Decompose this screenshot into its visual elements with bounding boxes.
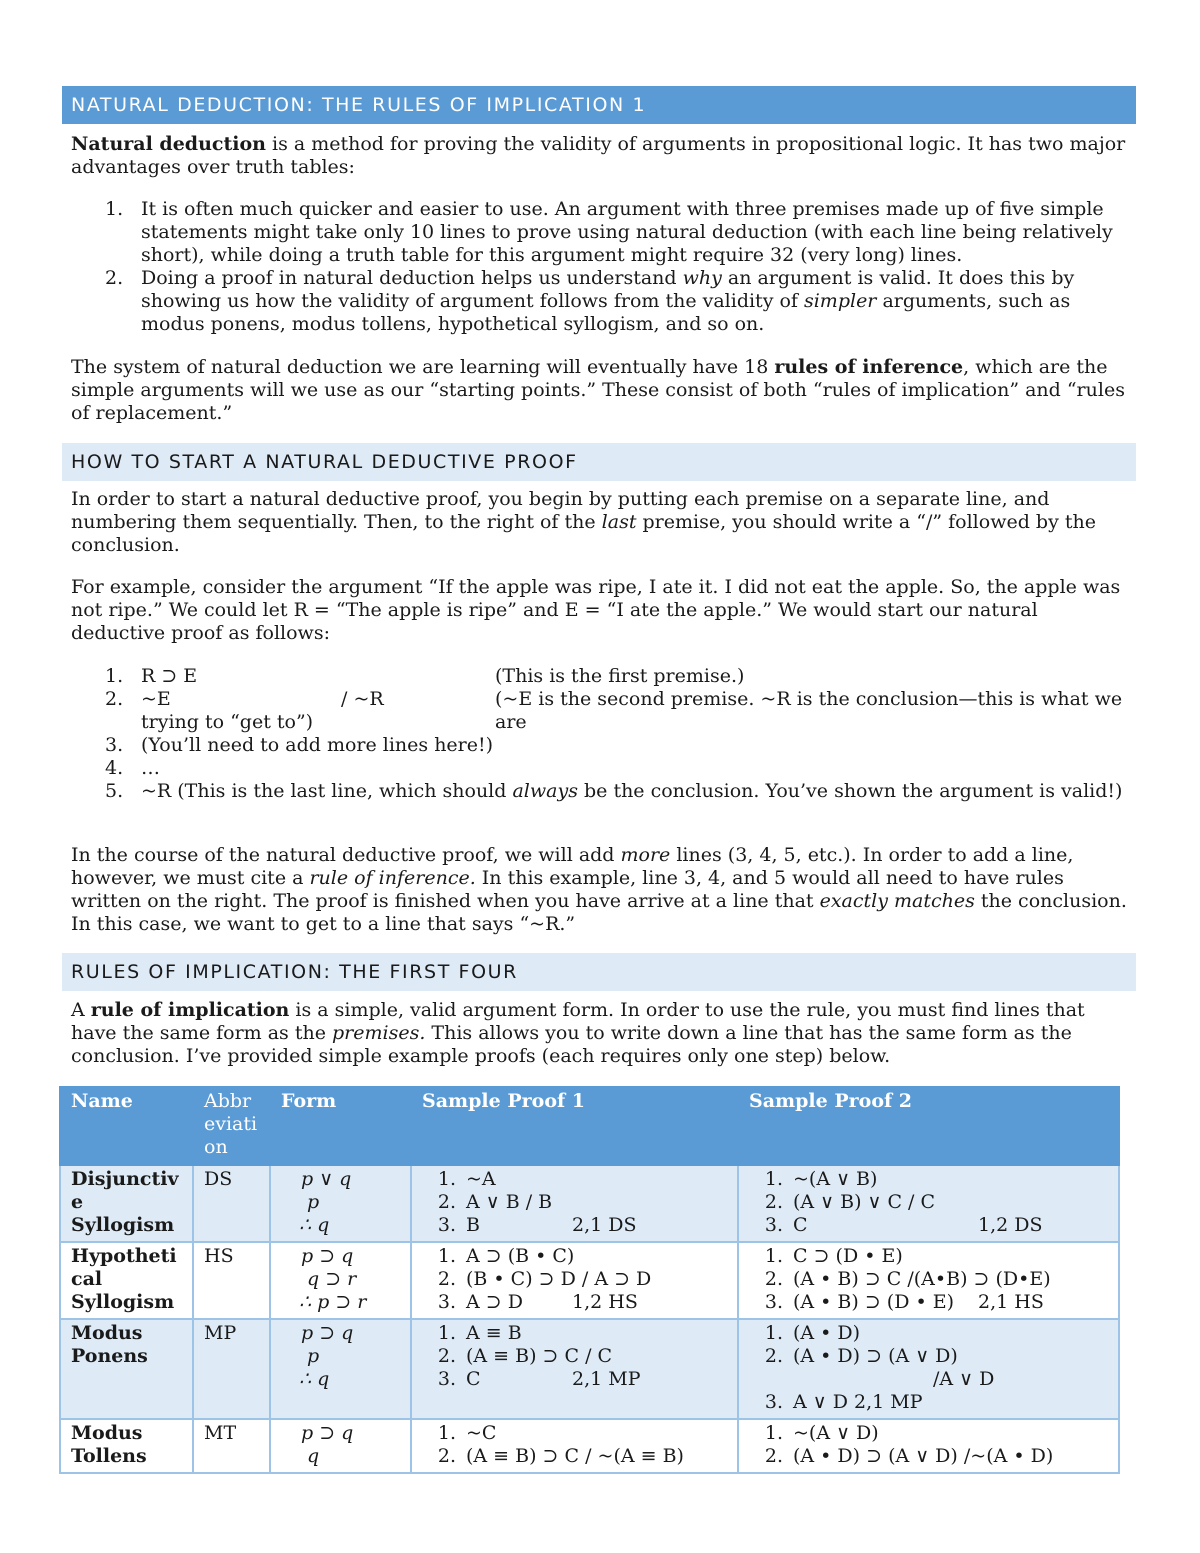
- rule-form: [270, 1165, 411, 1243]
- list-item: [71, 665, 1126, 688]
- proof-line-number: 3.: [437, 1368, 456, 1390]
- table-row: [60, 1242, 1119, 1319]
- proof-line-formula: (A ≡ B) ⊃ C / ~(A ≡ B): [466, 1445, 684, 1467]
- table-row: [60, 1165, 1119, 1243]
- proof-line: [422, 1345, 727, 1368]
- proof-line-number: 1.: [437, 1168, 456, 1190]
- step-text: ~R (This is the last line, which should: [141, 780, 513, 802]
- proof-line-number: 2.: [764, 1191, 783, 1213]
- proof-lines: [422, 1322, 727, 1391]
- proof-lines: [749, 1422, 1108, 1468]
- form-line: q ⊃ r: [307, 1268, 357, 1290]
- list-number: 2.: [105, 267, 124, 289]
- proof-line-formula: (A • D) ⊃ (A ∨ D): [793, 1345, 958, 1367]
- paragraph-text: In this example, line 3, 4, and 5 would all need to have rules written on the right. The proof is finished when you have arrive at a line that: [71, 867, 1064, 912]
- list-text: Doing a proof in natural deduction helps us understand: [141, 267, 683, 289]
- proof-line-number: 1.: [437, 1322, 456, 1344]
- proof-line-formula: ~(A ∨ D): [793, 1422, 879, 1444]
- list-item: [71, 267, 1126, 336]
- table-row: [60, 1319, 1119, 1419]
- list-item: [71, 688, 1126, 734]
- proof-line-number: 3.: [437, 1214, 456, 1236]
- proof-line-formula: (A ≡ B) ⊃ C / C: [466, 1345, 613, 1367]
- step-note: (~E is the second premise. ~R is the conclusion—this is what we are: [495, 688, 1123, 733]
- proof-line: [749, 1445, 1108, 1468]
- sample-proof-1: [411, 1242, 738, 1319]
- rule-of-implication-term: rule of implication: [90, 999, 290, 1021]
- proof-line-formula: (A ∨ B) ∨ C / C: [793, 1191, 936, 1213]
- list-item: [71, 757, 1126, 780]
- step-text: be the conclusion. You’ve shown the argument is valid!): [577, 780, 1123, 802]
- proof-line: [422, 1291, 727, 1314]
- emphasis-always: always: [512, 780, 578, 802]
- proof-line-justification: 1,2 DS: [978, 1214, 1043, 1236]
- rule-form: [270, 1419, 411, 1473]
- form-line: p ⊃ q: [301, 1322, 354, 1344]
- proof-line-number: 2.: [437, 1345, 456, 1367]
- rule-name: Modus Tollens: [60, 1419, 193, 1473]
- step-formula: R ⊃ E: [141, 665, 198, 687]
- proof-lines: [422, 1422, 727, 1468]
- proof-line: [422, 1368, 727, 1391]
- list-number: 4.: [105, 757, 124, 779]
- emphasis-rule-of-inference: rule of inference.: [309, 867, 476, 889]
- proof-line-formula: C: [793, 1214, 808, 1236]
- proof-line-formula: A ≡ B: [466, 1322, 522, 1344]
- sample-proof-1: [411, 1319, 738, 1419]
- step-formula: ~E: [141, 688, 171, 710]
- paragraph-text: , which are the simple arguments will we use as our “starting points.” These consist of both “rules of implication” and “rules of replacement.”: [71, 356, 1125, 424]
- paragraph-text: In the course of the natural deductive proof, we will add: [71, 844, 621, 866]
- proof-line-number: 2.: [437, 1445, 456, 1467]
- course-paragraph: [71, 844, 1131, 936]
- step-note-continued: trying to “get to”): [141, 711, 314, 733]
- proof-line-justification: 2,1 DS: [572, 1214, 637, 1236]
- paragraph-text: A: [71, 999, 91, 1021]
- proof-lines: [422, 1168, 727, 1237]
- proof-line-number: 1.: [764, 1168, 783, 1190]
- proof-line-formula: A ∨ D 2,1 MP: [793, 1391, 923, 1413]
- form-line: ∴ p ⊃ r: [299, 1291, 367, 1313]
- proof-line-number: 3.: [764, 1391, 783, 1413]
- rule-form: [270, 1319, 411, 1419]
- example-paragraph: For example, consider the argument “If the apple was ripe, I ate it. I did not eat the apple. So, the apple was not ripe.” We could let R = “The apple is ripe” and E = “I ate the apple.” We would start our natural deductive proof as follows:: [71, 576, 1121, 644]
- proof-line-number: 1.: [764, 1322, 783, 1344]
- proof-line: [749, 1291, 1108, 1314]
- header-sample-proof-1: Sample Proof 1: [411, 1087, 738, 1165]
- rule-form: [270, 1242, 411, 1319]
- proof-line-number: 3.: [764, 1214, 783, 1236]
- rule-name: Modus Ponens: [60, 1319, 193, 1419]
- form-line: p ∨ q: [301, 1168, 352, 1190]
- proof-line-justification: 2,1 MP: [572, 1368, 641, 1390]
- sample-proof-2: [738, 1419, 1119, 1473]
- header-sample-proof-2: Sample Proof 2: [738, 1087, 1119, 1165]
- proof-line: [749, 1168, 1108, 1191]
- emphasis-simpler: simpler: [803, 290, 877, 312]
- proof-line-formula: ~(A ∨ B): [793, 1168, 878, 1190]
- proof-line: [749, 1422, 1108, 1445]
- proof-line-number: 1.: [764, 1245, 783, 1267]
- sample-proof-2: [738, 1319, 1119, 1419]
- sample-proof-1: [411, 1165, 738, 1243]
- start-paragraph: [71, 488, 1131, 557]
- section-heading-rules-first-four: RULES OF IMPLICATION: THE FIRST FOUR: [62, 953, 1136, 991]
- form-line: p: [307, 1345, 320, 1367]
- advantages-list: [71, 198, 1126, 336]
- form-line: ∴ q: [299, 1368, 330, 1390]
- list-number: 5.: [105, 780, 124, 802]
- proof-line-formula: A ⊃ (B • C): [466, 1245, 575, 1267]
- proof-line-formula: A ⊃ D: [466, 1291, 523, 1313]
- rule-abbreviation: MT: [193, 1419, 270, 1473]
- paragraph-text: is a simple, valid argument form. In order to use the rule, you must find lines that have the same form as the: [71, 999, 1085, 1044]
- section-heading-natural-deduction: NATURAL DEDUCTION: THE RULES OF IMPLICATION 1: [62, 86, 1136, 124]
- rule-abbreviation: HS: [193, 1242, 270, 1319]
- proof-line: [422, 1245, 727, 1268]
- list-text: an argument is valid. It does this by showing us how the validity of argument follows from the validity of: [141, 267, 1075, 312]
- list-item: [71, 734, 1126, 757]
- step-formula: (You’ll need to add more lines here!): [141, 734, 494, 756]
- proof-line: [749, 1268, 1108, 1291]
- step-conclusion: / ~R: [341, 688, 384, 710]
- section-heading-how-to-start: HOW TO START A NATURAL DEDUCTIVE PROOF: [62, 443, 1136, 481]
- proof-line: [422, 1214, 727, 1237]
- proof-line-formula: (A • D) ⊃ (A ∨ D) /~(A • D): [793, 1445, 1054, 1467]
- header-abbreviation: Abbr eviati on: [193, 1087, 270, 1165]
- sample-proof-2: [738, 1165, 1119, 1243]
- emphasis-more: more: [620, 844, 671, 866]
- list-number: 1.: [105, 198, 124, 220]
- proof-lines: [749, 1322, 1108, 1414]
- proof-line: [749, 1245, 1108, 1268]
- proof-line-number: 1.: [437, 1245, 456, 1267]
- emphasis-why: why: [682, 267, 722, 289]
- proof-lines: [749, 1245, 1108, 1314]
- sample-proof-1: [411, 1419, 738, 1473]
- proof-line: [749, 1322, 1108, 1345]
- proof-line-justification: /A ∨ D: [933, 1368, 995, 1390]
- proof-line-formula: C: [466, 1368, 481, 1390]
- paragraph-text: In order to start a natural deductive proof, you begin by putting each premise on a separate line, and numbering them sequentially. Then, to the right of the: [71, 488, 1050, 533]
- proof-line-formula: ~A: [466, 1168, 496, 1190]
- table-header-row: [60, 1087, 1119, 1165]
- proof-line-formula: (A • D): [793, 1322, 861, 1344]
- rule-abbreviation: MP: [193, 1319, 270, 1419]
- proof-lines: [422, 1245, 727, 1314]
- proof-line-number: 2.: [764, 1345, 783, 1367]
- step-note: (This is the first premise.): [495, 665, 745, 687]
- intro-paragraph: [71, 133, 1131, 179]
- proof-line-number: 2.: [437, 1191, 456, 1213]
- list-number: 2.: [105, 688, 124, 710]
- proof-line: [422, 1445, 727, 1468]
- proof-line-formula: C ⊃ (D • E): [793, 1245, 903, 1267]
- sample-proof-2: [738, 1242, 1119, 1319]
- rule-definition-paragraph: [71, 999, 1131, 1068]
- proof-line-justification: 2,1 HS: [978, 1291, 1044, 1313]
- header-name: Name: [60, 1087, 193, 1165]
- proof-line: [749, 1214, 1108, 1237]
- proof-line-number: 3.: [764, 1291, 783, 1313]
- proof-line-number: 3.: [437, 1291, 456, 1313]
- proof-lines: [749, 1168, 1108, 1237]
- proof-steps-list: [71, 665, 1126, 803]
- list-number: 1.: [105, 665, 124, 687]
- form-line: q: [307, 1445, 320, 1467]
- proof-line-formula: (A • B) ⊃ C /(A•B) ⊃ (D•E): [793, 1268, 1051, 1290]
- list-item: [71, 780, 1126, 803]
- proof-line: [422, 1268, 727, 1291]
- proof-line-number: 2.: [437, 1268, 456, 1290]
- form-line: ∴ q: [299, 1214, 330, 1236]
- proof-line: [749, 1191, 1108, 1214]
- list-text: It is often much quicker and easier to use. An argument with three premises made up of five simple statements might take only 10 lines to prove using natural deduction (with each line being relatively short), while doing a truth table for this argument might require 32 (very long) lines.: [141, 198, 1113, 266]
- emphasis-exactly-matches: exactly matches: [819, 890, 975, 912]
- proof-line-justification: 1,2 HS: [572, 1291, 638, 1313]
- proof-line-formula: A ∨ B / B: [466, 1191, 553, 1213]
- proof-line-formula: ~C: [466, 1422, 497, 1444]
- paragraph-text: This allows you to write down a line that has the same form as the conclusion. I’ve provided simple example proofs (each requires only one step) below.: [71, 1022, 1072, 1067]
- paragraph-text: the conclusion. In this case, we want to get to a line that says “~R.”: [71, 890, 1127, 935]
- rule-name: Disjunctiv e Syllogism: [60, 1165, 193, 1243]
- table-row: [60, 1419, 1119, 1473]
- header-form: Form: [270, 1087, 411, 1165]
- rule-name: Hypotheti cal Syllogism: [60, 1242, 193, 1319]
- paragraph-text: lines (3, 4, 5, etc.). In order to add a line, however, we must cite a: [71, 844, 1074, 889]
- proof-line-formula: (A • B) ⊃ (D • E): [793, 1291, 955, 1313]
- proof-line-number: 2.: [764, 1268, 783, 1290]
- step-formula: …: [141, 757, 160, 779]
- proof-line: [422, 1191, 727, 1214]
- form-line: p ⊃ q: [301, 1422, 354, 1444]
- proof-line-number: 2.: [764, 1445, 783, 1467]
- list-number: 3.: [105, 734, 124, 756]
- proof-line: [749, 1345, 1108, 1391]
- list-item: [71, 198, 1126, 267]
- emphasis-premises: premises.: [332, 1022, 426, 1044]
- proof-line-formula: (B • C) ⊃ D / A ⊃ D: [466, 1268, 652, 1290]
- system-paragraph: [71, 356, 1131, 425]
- rules-table: [59, 1086, 1120, 1474]
- intro-text: is a method for proving the validity of arguments in propositional logic. It has two major advantages over truth tables:: [71, 133, 1126, 178]
- list-text: arguments, such as modus ponens, modus tollens, hypothetical syllogism, and so on.: [141, 290, 1071, 335]
- rule-abbreviation: DS: [193, 1165, 270, 1243]
- intro-term: Natural deduction: [71, 133, 266, 155]
- proof-line-number: 1.: [764, 1422, 783, 1444]
- proof-line: [749, 1391, 1108, 1414]
- paragraph-text: premise, you should write a “/” followed by the conclusion.: [71, 511, 1096, 556]
- emphasis-last: last: [601, 511, 637, 533]
- paragraph-text: The system of natural deduction we are learning will eventually have 18: [71, 356, 775, 378]
- rules-of-inference-term: rules of inference: [774, 356, 964, 378]
- proof-line-formula: B: [466, 1214, 480, 1236]
- form-line: p ⊃ q: [301, 1245, 354, 1267]
- form-line: p: [307, 1191, 320, 1213]
- proof-line-number: 1.: [437, 1422, 456, 1444]
- proof-line: [422, 1322, 727, 1345]
- proof-line: [422, 1168, 727, 1191]
- proof-line: [422, 1422, 727, 1445]
